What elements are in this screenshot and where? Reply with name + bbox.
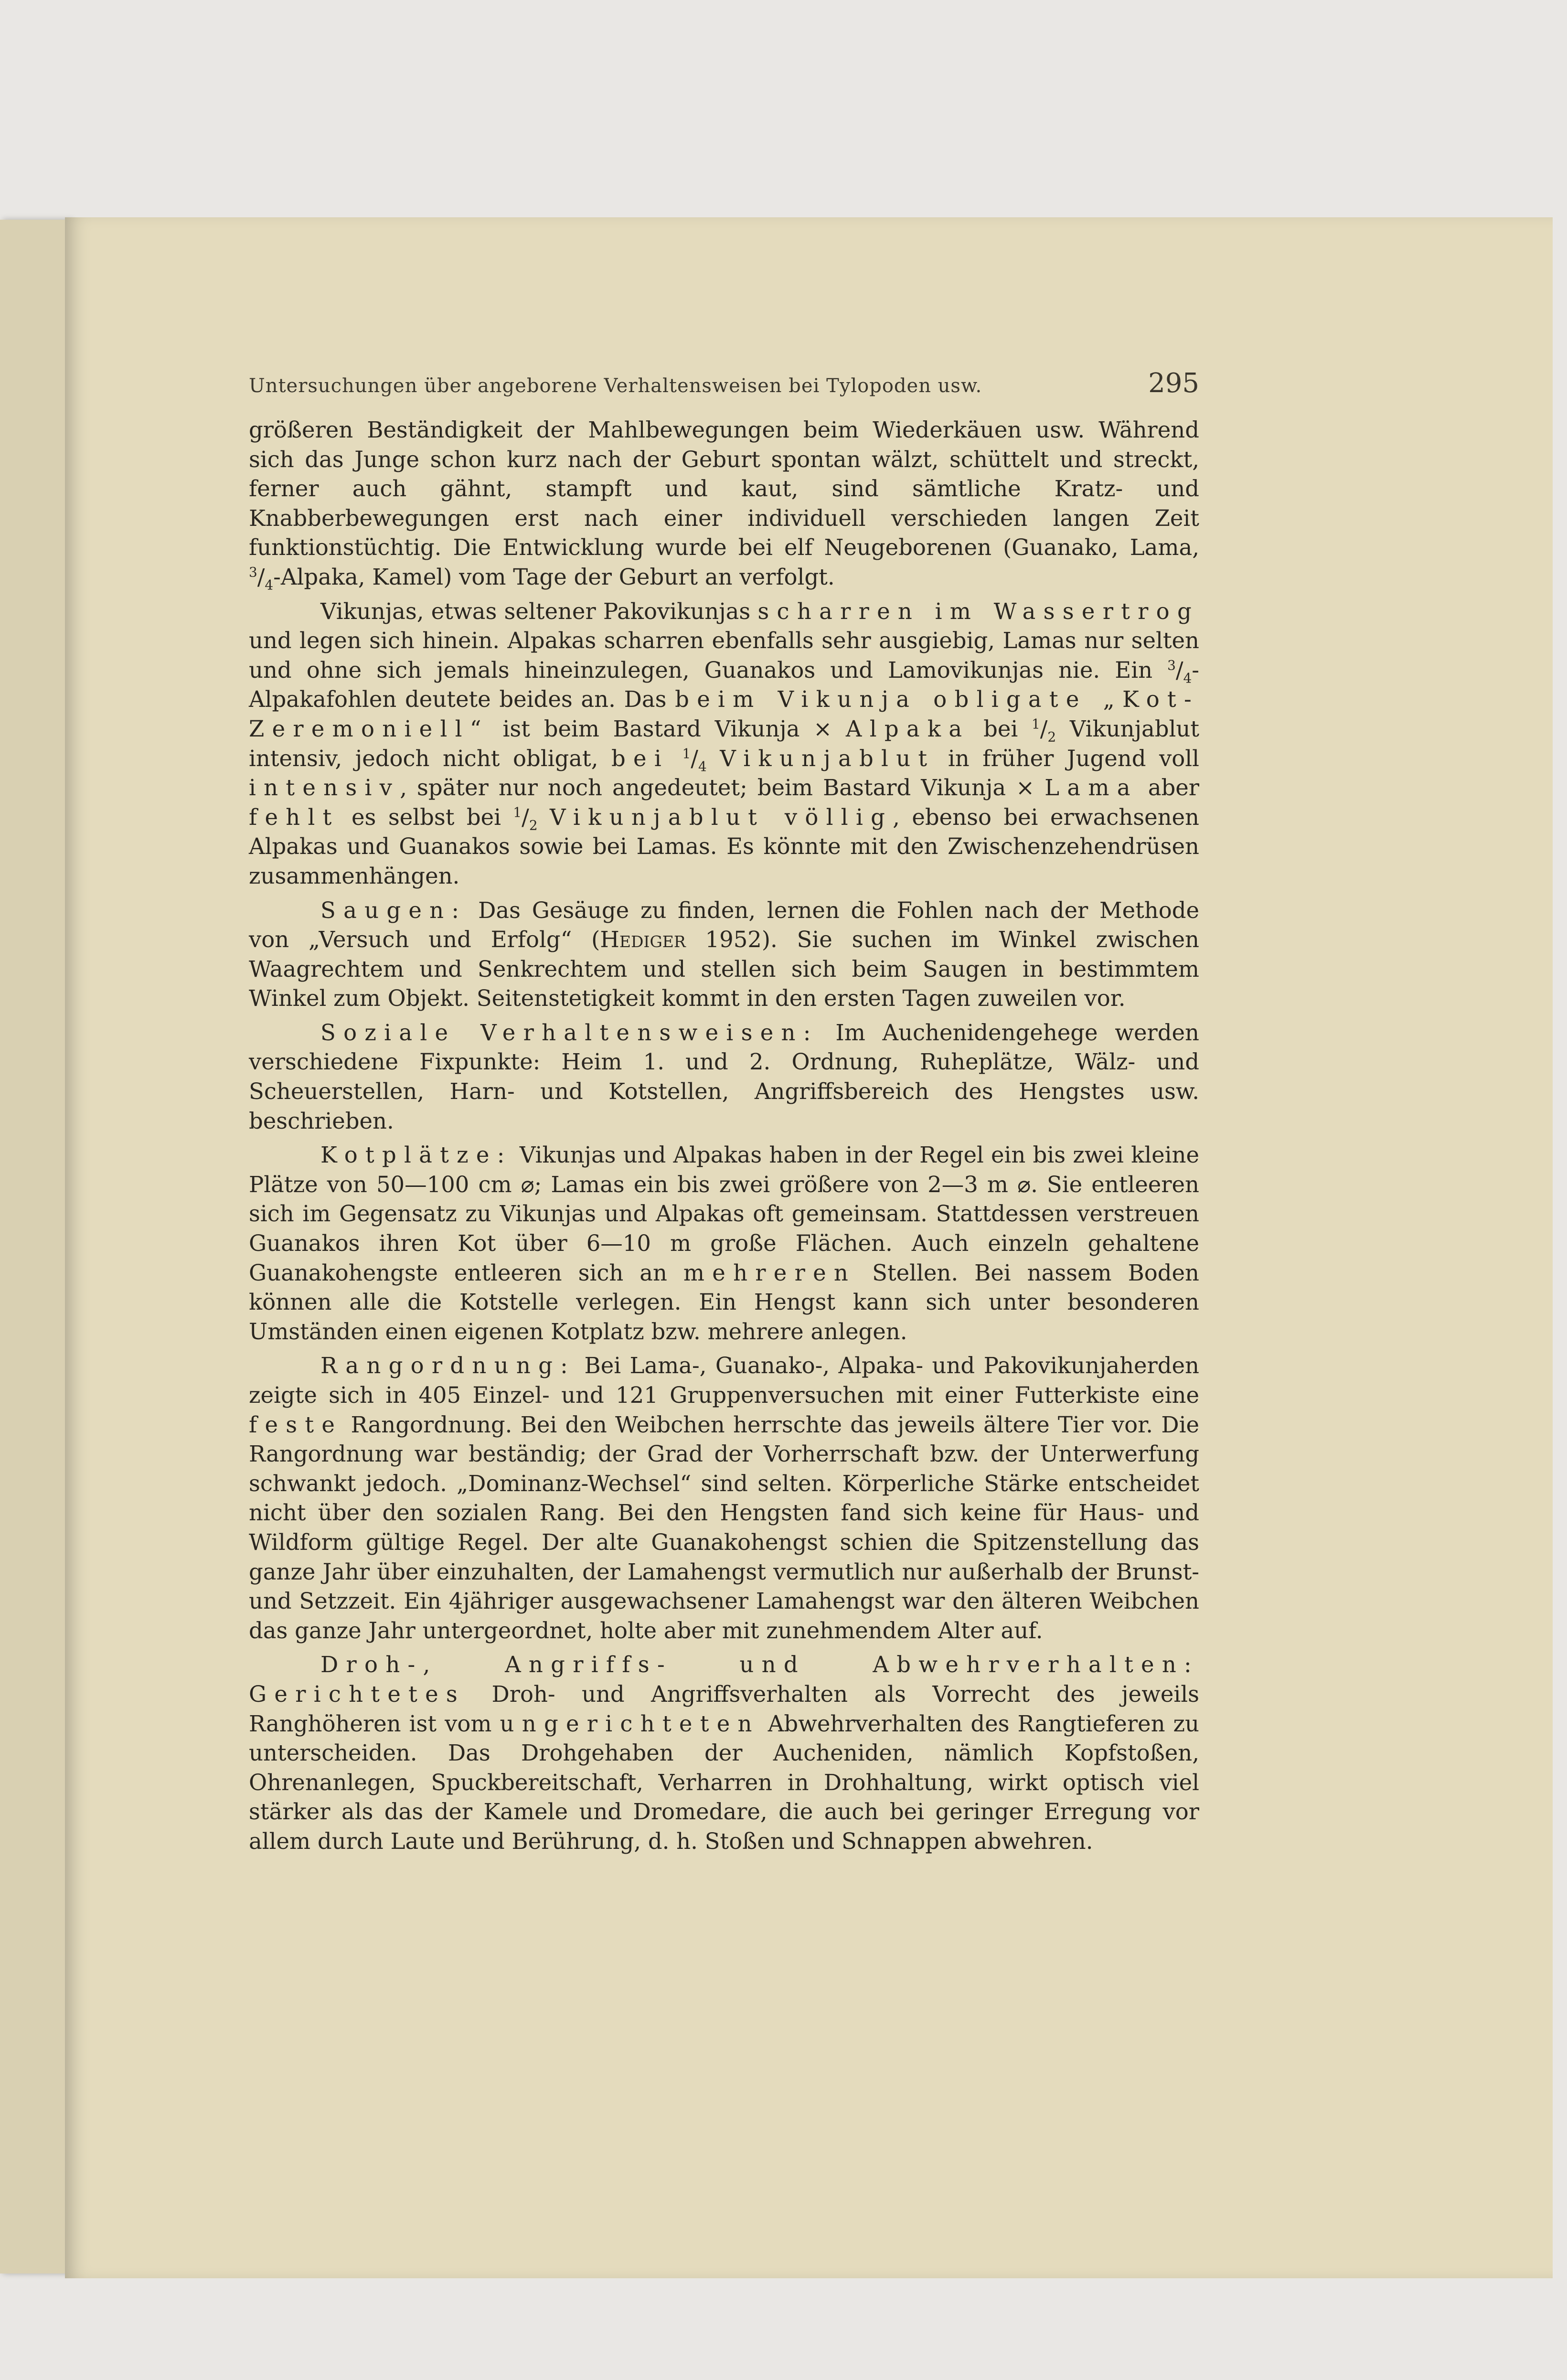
- fraction-denominator: 2: [529, 817, 538, 833]
- running-head: [249, 368, 1199, 399]
- section-heading-drohverhalten: Droh-, Angriffs- und Abwehrverhalten: Gerichtetes: [249, 1652, 1199, 1707]
- fraction-numerator: 1: [513, 804, 522, 821]
- text-run: es selbst bei: [339, 804, 513, 830]
- fraction-numerator: 1: [1031, 716, 1040, 732]
- text-run: ist beim Bastard Vikunja ×: [489, 715, 846, 742]
- spaced-emphasis: beim Vikunja obligate „Kot-Zeremoniell“: [249, 686, 1199, 742]
- text-run: Droh- und Angriffsverhalten als Vorrecht des jeweils Ranghöheren ist vom: [249, 1681, 1199, 1737]
- fraction-denominator: 4: [265, 577, 274, 593]
- text-run: [538, 804, 550, 830]
- text-run: -Alpaka, Kamel) vom Tage der Geburt an verfolgt.: [273, 564, 835, 590]
- text-run: Vikunjas, etwas seltener Pakovikunjas: [320, 598, 758, 624]
- fraction-denominator: 4: [698, 758, 707, 774]
- text-run: Stellen. Bei nassem Boden können alle die Kotstelle verlegen. Ein Hengst kann sich unter besonderen Umständen einen eigenen Kotplatz bzw. mehrere anlegen.: [249, 1259, 1199, 1345]
- spaced-emphasis: feste: [249, 1411, 343, 1438]
- text-run: aber: [1138, 775, 1199, 801]
- section-heading-kotplaetze: Kotplätze:: [320, 1142, 512, 1168]
- page-number: 295: [1148, 368, 1199, 399]
- text-run: und legen sich hinein. Alpakas scharren ebenfalls sehr ausgiebig, Lamas nur selten und ohne sich jemals hineinzulegen, Guanakos und Lamovikunjas nie. Ein: [249, 628, 1199, 683]
- paragraph-2: Vikunjas, etwas seltener Pakovikunjas scharren im Wassertrog und legen sich hinein. Alpakas scharren ebenfalls sehr ausgiebig, Lamas nur selten und ohne sich jemals hineinzulegen, Guanakos und Lamovikunjas nie. Ein $^3/_4$-Alpakafohlen deutete beides an. Das beim Vikunja obligate „Kot-Zeremoniell“ ist beim Bastard Vikunja × Alpaka bei $^1/_2$ Vikunjablut intensiv, jedoch nicht obligat, bei $^1/_4$ Vikunjablut in früher Jugend voll intensiv, später nur noch angedeutet; beim Bastard Vikunja × Lama aber fehlt es selbst bei $^1/_2$ Vikunjablut völlig, ebenso bei erwachsenen Alpakas und Guanakos sowie bei Lamas. Es könnte mit den Zwischenzehendrüsen zusammenhängen.: [249, 598, 1200, 889]
- spaced-emphasis: bei: [611, 745, 669, 771]
- section-heading-saugen: Saugen:: [320, 897, 467, 923]
- spaced-emphasis: scharren im Wassertrog: [757, 598, 1199, 624]
- fraction-denominator: 4: [1183, 670, 1192, 686]
- fraction-numerator: 1: [682, 746, 691, 762]
- text-run: Bei Lama-, Guanako-, Alpaka- und Pakovikunjaherden zeigte sich in 405 Einzel- und 121 Gruppenversuchen mit einer Futterkiste eine: [249, 1353, 1199, 1408]
- text-run: Vikunjas und Alpakas haben in der Regel ein bis zwei kleine Plätze von 50—100 cm ⌀; Lamas ein bis zwei größere von 2—3 m ⌀. Sie entleeren sich im Gegensatz zu Vikunjas und Alpakas oft gemeinsam. Stattdessen verstreuen Guanakos ihren Kot über 6—10 m große Flächen. Auch einzeln gehaltene Guanakohengste entleeren sich an: [249, 1142, 1199, 1286]
- text-run: größeren Beständigkeit der Mahlbewegungen beim Wiederkäuen usw. Während sich das Junge schon kurz nach der Geburt spontan wälzt, schüttelt und streckt, ferner auch gähnt, stampft und kaut, sind sämtliche Kratz- und Knabberbewegungen erst nach einer individuell verschieden langen Zeit funktionstüchtig. Die Entwicklung wurde bei elf Neugeborenen (Guanako, Lama,: [249, 417, 1199, 561]
- book-page: [65, 217, 1553, 2278]
- text-run: bei: [970, 715, 1032, 742]
- fraction-numerator: 3: [1167, 657, 1176, 673]
- text-run: [707, 746, 720, 771]
- facing-page-edge: [0, 220, 70, 2273]
- fraction-denominator: 2: [1047, 729, 1056, 745]
- spaced-emphasis: mehreren: [683, 1259, 856, 1286]
- paragraph-rangordnung: [249, 1351, 1199, 1645]
- text-run: , ebenso bei erwachsenen Alpakas und Guanakos sowie bei Lamas. Es könnte mit den Zwischenzehendrüsen zusammenhängen.: [249, 804, 1200, 889]
- text-run: Das Gesäuge zu finden, lernen die Fohlen nach der Methode von „Versuch und Erfolg“ (: [249, 897, 1199, 953]
- fraction-numerator: 3: [249, 564, 257, 580]
- section-heading-soziale-verhaltensweisen: Soziale Verhaltensweisen:: [320, 1019, 819, 1046]
- running-title: Untersuchungen über angeborene Verhaltensweisen bei Tylopoden usw.: [249, 375, 982, 397]
- spaced-emphasis: intensiv: [249, 775, 400, 801]
- spaced-emphasis: Alpaka: [845, 715, 970, 742]
- spaced-emphasis: Vikunjablut völlig: [550, 804, 893, 830]
- text-run: Vikunjablut intensiv, jedoch nicht obligat,: [249, 715, 1200, 771]
- paragraph-soziale-verhaltensweisen: [249, 1018, 1199, 1136]
- author-name: Hediger: [600, 927, 686, 953]
- text-run: 1952). Sie suchen im Winkel zwischen Waagrechtem und Senkrechtem und stellen sich beim Saugen in bestimmtem Winkel zum Objekt. Seitenstetigkeit kommt in den ersten Tagen zuweilen vor.: [249, 927, 1199, 1012]
- text-run: Im Auchenidengehege werden verschiedene Fixpunkte: Heim 1. und 2. Ordnung, Ruheplätze, Wälz- und Scheuerstellen, Harn- und Kotstellen, Angriffsbereich des Hengstes usw. beschrieben.: [249, 1019, 1199, 1134]
- text-run: in früher Jugend voll: [935, 745, 1200, 771]
- paragraph-drohverhalten: [249, 1650, 1199, 1856]
- spaced-emphasis: Vikunjablut: [720, 745, 935, 771]
- text-run: , später nur noch angedeutet; beim Bastard Vikunja ×: [400, 775, 1045, 801]
- spaced-emphasis: Lama: [1045, 775, 1138, 801]
- body-text: [249, 416, 1199, 1861]
- text-run: Rangordnung. Bei den Weibchen herrschte das jeweils ältere Tier vor. Die Rangordnung war beständig; der Grad der Vorherrschaft bzw. der Unterwerfung schwankt jedoch. „Dominanz-Wechsel“ sind selten. Körperliche Stärke entscheidet nicht über den sozialen Rang. Bei den Hengsten fand sich keine für Haus- und Wildform gültige Regel. Der alte Guanakohengst schien die Spitzenstellung das ganze Jahr über einzuhalten, der Lamahengst vermutlich nur außerhalb der Brunst- und Setzzeit. Ein 4jähriger ausgewachsener Lamahengst war den älteren Weibchen das ganze Jahr untergeordnet, holte aber mit zunehmendem Alter auf.: [249, 1411, 1199, 1644]
- paragraph-kotplaetze: [249, 1141, 1199, 1346]
- spaced-emphasis: ungerichteten: [500, 1710, 760, 1737]
- paragraph-1: größeren Beständigkeit der Mahlbewegungen beim Wiederkäuen usw. Während sich das Junge schon kurz nach der Geburt spontan wälzt, schüttelt und streckt, ferner auch gähnt, stampft und kaut, sind sämtliche Kratz- und Knabberbewegungen erst nach einer individuell verschieden langen Zeit funktionstüchtig. Die Entwicklung wurde bei elf Neugeborenen (Guanako, Lama, $^3/_4$-Alpaka, Kamel) vom Tage der Geburt an verfolgt.: [249, 417, 1199, 593]
- text-run: Abwehrverhalten des Rangtieferen zu unterscheiden. Das Drohgehaben der Aucheniden, nämlich Kopfstoßen, Ohrenanlegen, Spuckbereitschaft, Verharren in Drohhaltung, wirkt optisch viel stärker als das der Kamele und Dromedare, die auch bei geringer Erregung vor allem durch Laute und Berührung, d. h. Stoßen und Schnappen abwehren.: [249, 1710, 1200, 1854]
- paragraph-saugen: [249, 896, 1199, 1014]
- spaced-emphasis: fehlt: [249, 804, 340, 830]
- text-run: [669, 746, 682, 771]
- section-heading-rangordnung: Rangordnung:: [320, 1353, 576, 1379]
- text-run: -Alpakafohlen deutete beides an. Das: [249, 657, 1199, 713]
